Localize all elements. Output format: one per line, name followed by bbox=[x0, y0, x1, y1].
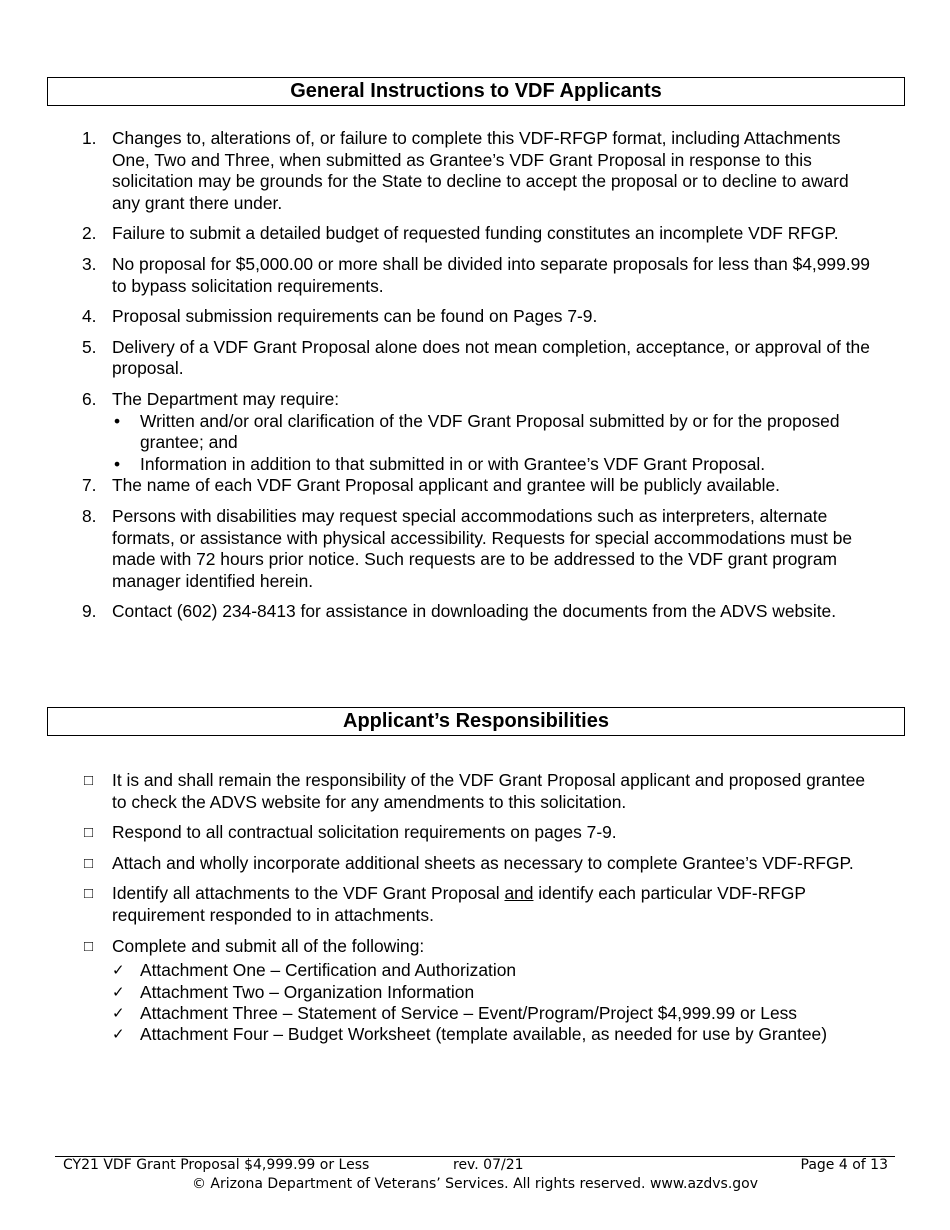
item-text: Failure to submit a detailed budget of requested funding constitutes an incomplete VDF RFGP. bbox=[112, 223, 839, 244]
checklist-text: Attachment Three – Statement of Service – Event/Program/Project $4,999.99 or Less bbox=[140, 1002, 798, 1023]
sub-bullet-item bbox=[112, 411, 870, 454]
item-text: Changes to, alterations of, or failure to complete this VDF-RFGP format, including Attachments One, Two and Three, when submitted as Grantee’s VDF Grant Proposal in response to this solicitation may be grounds for the State to decline to accept the proposal or to decline to award any grant there under. bbox=[112, 128, 849, 213]
checklist-text: Attachment One – Certification and Authorization bbox=[140, 960, 517, 981]
list-item bbox=[0, 936, 880, 1046]
item-number: 1. bbox=[82, 128, 97, 148]
checkbox-icon: □ bbox=[84, 824, 94, 842]
bullet-icon: • bbox=[114, 453, 121, 474]
item-text: Complete and submit all of the following: bbox=[112, 935, 425, 956]
list-item bbox=[0, 254, 870, 297]
responsibilities-list bbox=[0, 770, 880, 1055]
list-item bbox=[0, 883, 880, 926]
item-text: Delivery of a VDF Grant Proposal alone does not mean completion, acceptance, or approval of the proposal. bbox=[112, 336, 870, 379]
item-number: 8. bbox=[82, 505, 97, 526]
item-text: Respond to all contractual solicitation requirements on pages 7-9. bbox=[112, 822, 617, 843]
checklist-text: Attachment Four – Budget Worksheet (template available, as needed for use by Grantee) bbox=[140, 1024, 827, 1045]
list-item bbox=[0, 770, 880, 813]
checkbox-icon: □ bbox=[84, 937, 94, 955]
checklist-item bbox=[112, 1024, 880, 1045]
check-icon: ✓ bbox=[112, 982, 125, 1001]
item-number: 6. bbox=[82, 388, 97, 409]
footer-revision: rev. 07/21 bbox=[453, 1157, 524, 1173]
list-item bbox=[0, 506, 870, 592]
item-number: 9. bbox=[82, 601, 97, 622]
list-item bbox=[0, 853, 880, 875]
applicant-responsibilities-heading: Applicant’s Responsibilities bbox=[47, 707, 905, 736]
bullet-icon: • bbox=[114, 410, 121, 431]
sub-bullet-item bbox=[112, 454, 870, 476]
sub-bullet-list bbox=[112, 411, 870, 476]
footer-document-title: CY21 VDF Grant Proposal $4,999.99 or Less bbox=[63, 1157, 370, 1173]
checkbox-icon: □ bbox=[84, 854, 94, 872]
footer-copyright: © Arizona Department of Veterans’ Services. All rights reserved. www.azdvs.gov bbox=[191, 1176, 759, 1192]
sub-bullet-text: Written and/or oral clarification of the VDF Grant Proposal submitted by or for the proposed grantee; and bbox=[140, 410, 840, 453]
checklist-text: Attachment Two – Organization Information bbox=[140, 981, 475, 1002]
sub-bullet-text: Information in addition to that submitted in or with Grantee’s VDF Grant Proposal. bbox=[140, 453, 766, 474]
item-number: 4. bbox=[82, 306, 97, 327]
item-text: No proposal for $5,000.00 or more shall be divided into separate proposals for less than $4,999.99 to bypass solicitation requirements. bbox=[112, 253, 870, 296]
item-text: The name of each VDF Grant Proposal applicant and grantee will be publicly available. bbox=[112, 475, 780, 496]
checklist-item bbox=[112, 982, 880, 1003]
list-item bbox=[0, 822, 880, 844]
check-icon: ✓ bbox=[112, 1003, 125, 1022]
list-item bbox=[0, 601, 870, 623]
attachment-checklist bbox=[112, 960, 880, 1046]
item-number: 7. bbox=[82, 475, 97, 496]
item-text: It is and shall remain the responsibility of the VDF Grant Proposal applicant and proposed grantee to check the ADVS website for any amendments to this solicitation. bbox=[112, 770, 866, 812]
item-number: 3. bbox=[82, 253, 97, 274]
check-icon: ✓ bbox=[112, 961, 125, 980]
list-item bbox=[0, 475, 870, 497]
underlined-and: and bbox=[504, 883, 534, 904]
checkbox-icon: □ bbox=[84, 885, 94, 903]
check-icon: ✓ bbox=[112, 1025, 125, 1044]
general-instructions-heading: General Instructions to VDF Applicants bbox=[47, 77, 905, 106]
list-item bbox=[0, 223, 870, 245]
checklist-item bbox=[112, 960, 880, 981]
list-item bbox=[0, 337, 870, 380]
item-number: 2. bbox=[82, 223, 97, 244]
item-text-before: Identify all attachments to the VDF Grant Proposal bbox=[112, 883, 505, 904]
list-item bbox=[0, 128, 870, 214]
list-item bbox=[0, 389, 870, 475]
item-text: The Department may require: bbox=[112, 388, 340, 409]
checklist-item bbox=[112, 1003, 880, 1024]
item-text: Attach and wholly incorporate additional sheets as necessary to complete Grantee’s VDF-RFGP. bbox=[112, 852, 854, 873]
list-item bbox=[0, 306, 870, 328]
checkbox-icon: □ bbox=[84, 772, 94, 789]
item-number: 5. bbox=[82, 336, 97, 357]
item-text: Proposal submission requirements can be found on Pages 7-9. bbox=[112, 306, 598, 327]
item-text: Persons with disabilities may request special accommodations such as interpreters, alternate formats, or assistance with physical accessibility. Requests for special accommodations must be made with 72 hours prior notice. Such requests are to be addressed to the VDF grant program manager identified herein. bbox=[112, 505, 853, 591]
item-text: Contact (602) 234-8413 for assistance in downloading the documents from the ADVS website. bbox=[112, 601, 837, 622]
item-text-after: identify each particular VDF-RFGP requirement responded to in attachments. bbox=[112, 883, 806, 925]
footer-page-number: Page 4 of 13 bbox=[800, 1157, 888, 1173]
instructions-list bbox=[0, 128, 870, 632]
